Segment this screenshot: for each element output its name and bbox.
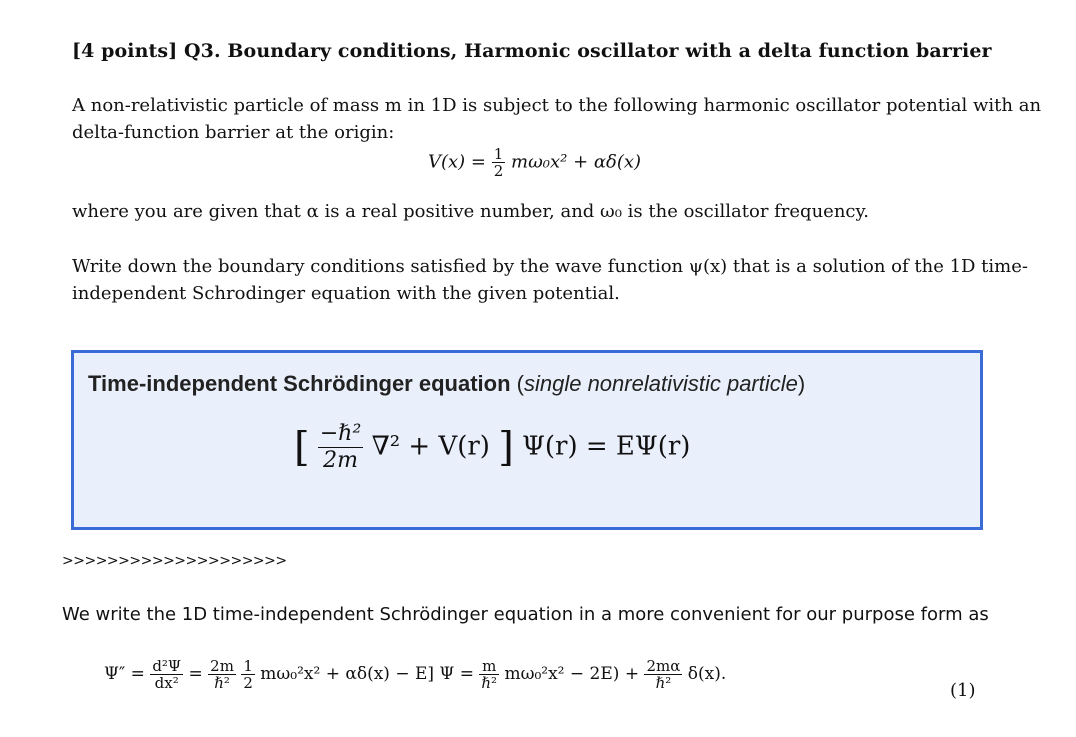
potential-frac-den: 2 (493, 162, 504, 180)
eq-rhs: Ψ(r) = EΨ(r) (522, 431, 691, 462)
potential-equation (428, 146, 641, 179)
eq2-f1-num: d²Ψ (152, 657, 182, 675)
eq2-end: δ(x). (687, 664, 727, 684)
question-intro: A non-relativistic particle of mass m in 1D is subject to the following harmonic oscillator potential with an delta-function barrier at the origin: (72, 95, 1042, 143)
solution-equation (104, 658, 726, 691)
eq2-mid: mω₀²x² + αδ(x) − E] Ψ = (260, 664, 474, 684)
eq2-f1-den: dx² (150, 674, 183, 691)
eq2-frac1 (150, 658, 183, 691)
potential-fraction (492, 146, 506, 179)
potential-lhs: V(x) = (428, 151, 492, 173)
eq-frac-num: −ℏ² (319, 421, 362, 446)
eq2-eq: = (188, 664, 203, 684)
potential-rhs: mω₀x² + αδ(x) (511, 151, 642, 173)
eq-right-bracket: ] (498, 424, 514, 471)
eq2-frac4 (479, 658, 499, 691)
eq2-f5-den: ℏ² (644, 674, 682, 691)
eq2-mid2: mω₀²x² − 2E) + (504, 664, 640, 684)
solution-intro: We write the 1D time-independent Schrödinger equation in a more convenient for our purpose form as (62, 604, 989, 625)
eq2-f3-num: 1 (243, 657, 253, 675)
separator-arrows: >>>>>>>>>>>>>>>>>>>> (62, 553, 287, 569)
schrodinger-equation (294, 421, 690, 474)
eq-frac-den: 2m (318, 447, 363, 474)
eq2-f2-den: ℏ² (208, 674, 236, 691)
question-given: where you are given that α is a real positive number, and ω₀ is the oscillator frequency. (72, 201, 870, 222)
eq-fraction (318, 421, 363, 474)
schrodinger-box (71, 350, 983, 530)
eq2-f4-num: m (482, 657, 497, 675)
eq2-f2-num: 2m (210, 657, 234, 675)
eq2-f5-num: 2mα (646, 657, 681, 675)
question-task: Write down the boundary conditions satisfied by the wave function ψ(x) that is a solution of the 1D time-independent Schrodinger equation with the given potential. (72, 256, 1028, 304)
box-title: Time-independent Schrödinger equation (single nonrelativistic particle) (88, 371, 806, 396)
box-title-bold: Time-independent Schrödinger equation (88, 371, 511, 396)
eq2-f3-den: 2 (243, 674, 253, 692)
eq2-psi: Ψ″ = (104, 664, 145, 684)
eq2-frac3 (241, 658, 255, 691)
eq2-frac2 (208, 658, 236, 691)
eq-mid: ∇² + V(r) (371, 431, 490, 462)
equation-number: (1) (950, 680, 976, 701)
eq-left-bracket: [ (294, 424, 310, 471)
potential-frac-num: 1 (493, 145, 504, 163)
eq2-f4-den: ℏ² (481, 674, 498, 692)
box-title-italic: single nonrelativistic particle (523, 371, 798, 396)
eq2-frac5 (644, 658, 682, 691)
question-title: [4 points] Q3. Boundary conditions, Harmonic oscillator with a delta function barrier (72, 40, 992, 62)
